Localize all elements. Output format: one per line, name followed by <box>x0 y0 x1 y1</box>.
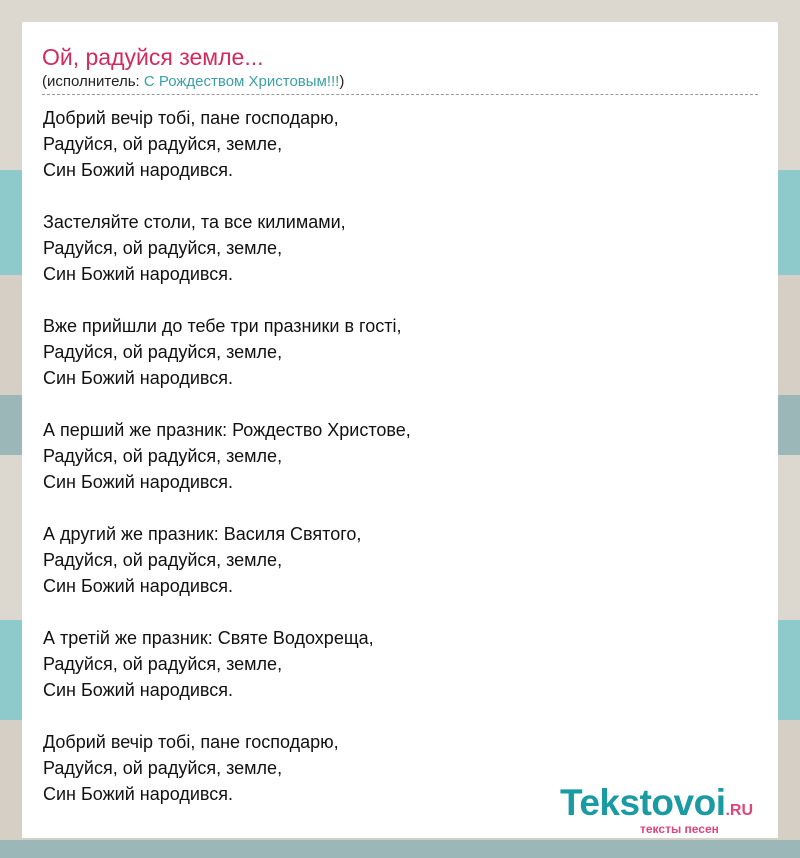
logo-main: Tekstovoi <box>560 782 726 823</box>
lyric-line: Син Божий народився. <box>43 680 234 700</box>
stanza <box>43 105 411 183</box>
site-logo[interactable] <box>560 782 770 838</box>
lyric-line: Син Божий народився. <box>43 160 234 180</box>
lyric-line: А третій же празник: Святе Водохреща, <box>43 628 374 648</box>
lyric-line: Син Божий народився. <box>43 264 234 284</box>
stanza <box>43 417 411 495</box>
artist-link[interactable]: С Рождеством Христовым!!! <box>143 73 340 90</box>
stanza <box>43 209 411 287</box>
lyric-line: А перший же празник: Рождество Христове, <box>43 420 411 440</box>
lyric-line: Добрий вечір тобі, пане господарю, <box>43 732 339 752</box>
lyric-line: Вже прийшли до тебе три празники в гості, <box>43 316 402 336</box>
lyric-line: Радуйся, ой радуйся, земле, <box>43 550 283 570</box>
lyrics-card <box>22 22 778 838</box>
lyric-line: А другий же празник: Василя Святого, <box>43 524 362 544</box>
lyric-line: Застеляйте столи, та все килимами, <box>43 212 346 232</box>
stanza <box>43 729 411 807</box>
stanza <box>43 625 411 703</box>
lyric-line: Син Божий народився. <box>43 472 234 492</box>
song-title: Ой, радуйся земле... <box>42 44 264 70</box>
logo-ru: .RU <box>725 802 754 819</box>
lyric-line: Радуйся, ой радуйся, земле, <box>43 134 283 154</box>
artist-line <box>42 73 758 95</box>
stanza <box>43 313 411 391</box>
lyric-line: Радуйся, ой радуйся, земле, <box>43 654 283 674</box>
lyric-line: Син Божий народився. <box>43 368 234 388</box>
lyric-line: Добрий вечір тобі, пане господарю, <box>43 108 339 128</box>
lyric-line: Син Божий народився. <box>43 576 234 596</box>
lyric-line: Радуйся, ой радуйся, земле, <box>43 238 283 258</box>
artist-label: (исполнитель: <box>42 73 144 90</box>
artist-close: ) <box>339 73 345 90</box>
lyric-line: Радуйся, ой радуйся, земле, <box>43 446 283 466</box>
stanza <box>43 521 411 599</box>
lyrics <box>43 105 411 833</box>
logo-subtitle: тексты песен <box>640 822 719 836</box>
lyric-line: Радуйся, ой радуйся, земле, <box>43 758 283 778</box>
lyric-line: Син Божий народився. <box>43 784 234 804</box>
lyric-line: Радуйся, ой радуйся, земле, <box>43 342 283 362</box>
